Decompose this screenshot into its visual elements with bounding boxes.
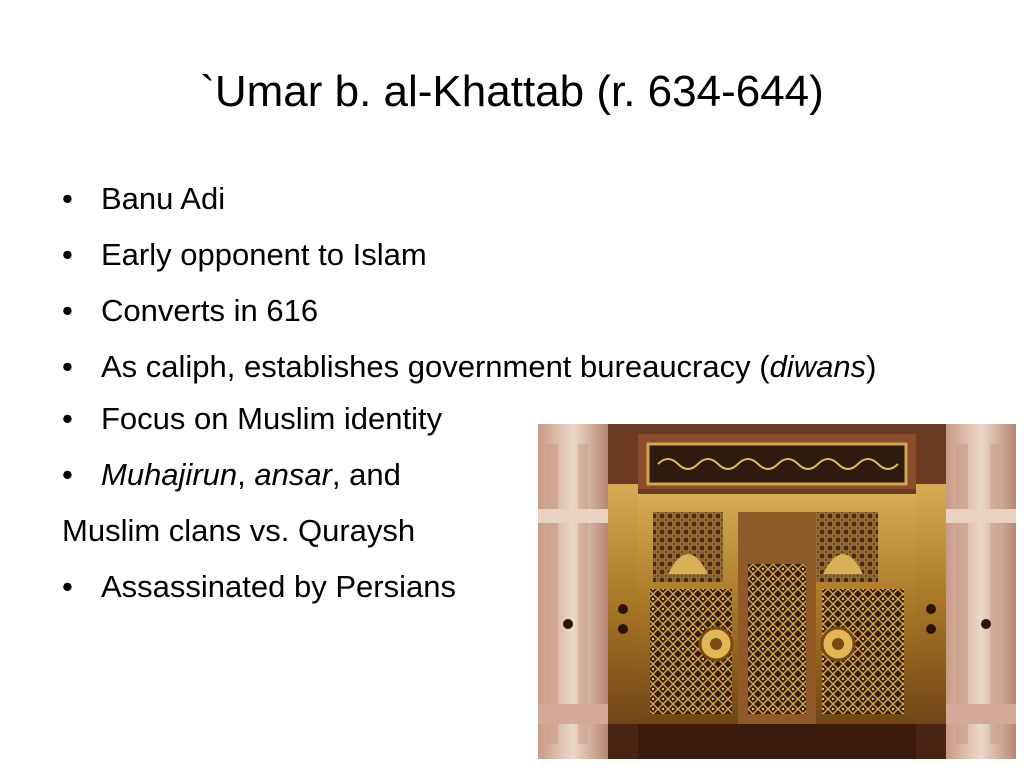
bullet-icon: • [62, 569, 73, 604]
item-italic-text: ansar [254, 457, 332, 492]
bullet-icon: • [62, 349, 73, 384]
item-text: Converts in 616 [101, 293, 319, 328]
list-item [62, 236, 962, 274]
item-text: Banu Adi [101, 181, 226, 216]
item-text-after: ) [866, 349, 877, 384]
item-text: Assassinated by Persians [101, 569, 456, 604]
bullet-icon: • [62, 457, 73, 492]
item-italic-text: Muhajirun [101, 457, 238, 492]
item-text: As caliph, establishes government bureaucracy ( [101, 349, 770, 384]
list-item [62, 348, 931, 386]
item-text: Focus on Muslim identity [101, 401, 443, 436]
item-italic-text: diwans [769, 349, 867, 384]
bullet-icon: • [62, 401, 73, 436]
list-item [62, 292, 962, 330]
bullet-icon: • [62, 293, 73, 328]
list-item [62, 180, 962, 218]
bullet-icon: • [62, 237, 73, 272]
ornate-gilded-doorway-image [538, 424, 1016, 759]
item-text: Muslim clans vs. Quraysh [62, 513, 416, 548]
item-text: Early opponent to Islam [101, 237, 427, 272]
bullet-icon: • [62, 181, 73, 216]
item-text-after: , and [331, 457, 401, 492]
item-separator: , [237, 457, 255, 492]
slide-title: `Umar b. al-Khattab (r. 634-644) [200, 67, 824, 116]
